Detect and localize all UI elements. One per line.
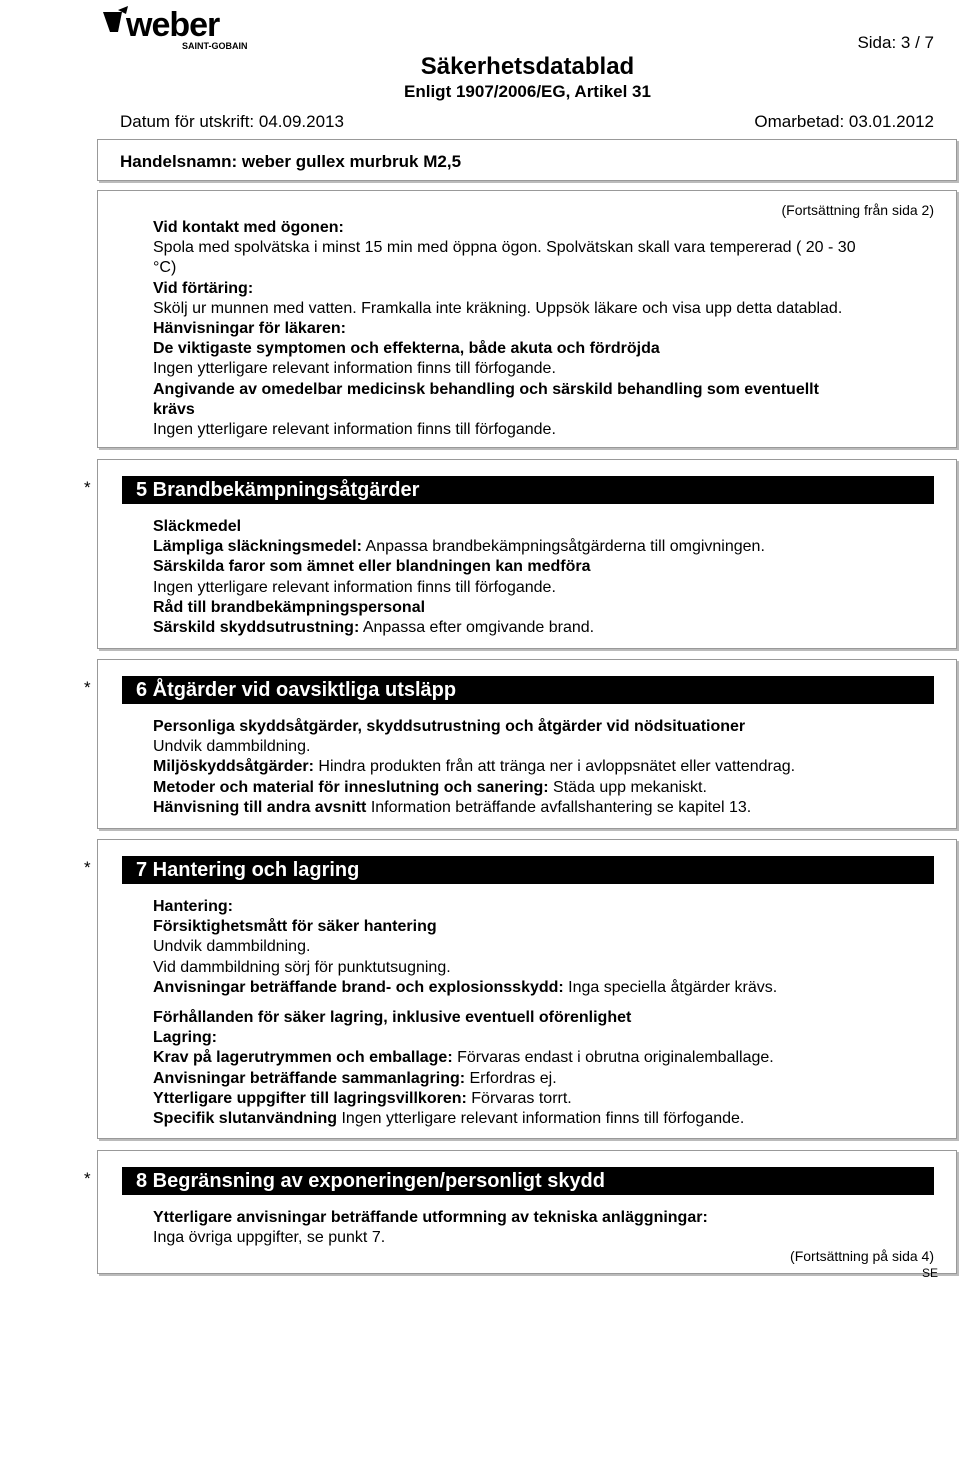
safe-handling-text-2: Vid dammbildning sörj för punktutsugning.: [153, 958, 451, 976]
handling-heading: Hantering:: [153, 898, 233, 915]
logo-sub-text: SAINT-GOBAIN: [182, 41, 248, 51]
fire-explosion-line: Anvisningar beträffande brand- och explosionsskydd: Inga speciella åtgärder krävs.: [153, 978, 778, 996]
technical-facilities-text: Inga övriga uppgifter, se punkt 7.: [153, 1229, 386, 1247]
ingestion-heading: Vid förtäring:: [153, 279, 254, 297]
treatment-heading-cont: krävs: [153, 400, 195, 418]
section-6-content: [153, 717, 938, 818]
eye-contact-heading: Vid kontakt med ögonen:: [153, 219, 344, 236]
physician-notes-heading: Hänvisningar för läkaren:: [153, 320, 346, 338]
protective-equipment-line: Särskild skyddsutrustning: Anpassa efter omgivande brand.: [153, 619, 595, 637]
continued-from-note: (Fortsättning från sida 2): [781, 202, 934, 218]
section-6-revision-mark: *: [84, 678, 91, 697]
section-4-content: [153, 218, 938, 440]
containment-methods-line: Metoder och material för inneslutning och sanering: Städa upp mekaniskt.: [153, 778, 707, 796]
storage-conditions-line: Ytterligare uppgifter till lagringsvillkoren: Förvaras torrt.: [153, 1089, 572, 1107]
language-code: SE: [921, 1266, 938, 1280]
revised-date: Omarbetad: 03.01.2012: [754, 112, 934, 131]
technical-facilities-heading: Ytterligare anvisningar beträffande utformning av tekniska anläggningar:: [153, 1209, 708, 1226]
logo-text: weber: [126, 6, 220, 44]
document-title: Säkerhetsdatablad: [420, 53, 635, 80]
trade-name: Handelsnamn: weber gullex murbruk M2,5: [120, 152, 462, 171]
storage-heading: Lagring:: [153, 1029, 217, 1047]
section-7-heading: 7 Hantering och lagring: [122, 856, 934, 884]
environmental-precautions-line: Miljöskyddsåtgärder: Hindra produkten från att tränga ner i avloppsnätet eller vattendrag.: [153, 758, 796, 776]
storage-requirements-line: Krav på lagerutrymmen och emballage: Förvaras endast i obrutna originalemballage.: [153, 1049, 774, 1067]
section-8-heading: 8 Begränsning av exponeringen/personligt skydd: [122, 1167, 934, 1195]
ingestion-text: Skölj ur munnen med vatten. Framkalla inte kräkning. Uppsök läkare och visa upp detta datablad.: [153, 299, 843, 317]
section-8-content: [153, 1208, 938, 1248]
other-sections-reference-line: Hänvisning till andra avsnitt Information beträffande avfallshantering se kapitel 13.: [153, 798, 752, 816]
firefighter-advice-heading: Råd till brandbekämpningspersonal: [153, 598, 426, 616]
section-6-heading: 6 Åtgärder vid oavsiktliga utsläpp: [122, 676, 934, 704]
section-7-content: [153, 897, 938, 1129]
symptoms-text: Ingen ytterligare relevant information finns till förfogande.: [153, 360, 556, 378]
special-hazards-heading: Särskilda faror som ämnet eller blandningen kan medföra: [153, 558, 591, 576]
section-5-revision-mark: *: [84, 478, 91, 497]
suitable-media-line: Lämpliga släckningsmedel: Anpassa brandbekämpningsåtgärderna till omgivningen.: [153, 538, 765, 556]
personal-precautions-heading: Personliga skyddsåtgärder, skyddsutrustning och åtgärder vid nödsituationer: [153, 718, 746, 735]
eye-contact-text: Spola med spolvätska i minst 15 min med öppna ögon. Spolvätskan skall vara tempererad ( 20 - 30: [153, 239, 856, 257]
safe-storage-heading: Förhållanden för säker lagring, inklusive eventuell oförenlighet: [153, 1009, 632, 1027]
weber-logo: [100, 6, 255, 52]
logo-mark-icon: [103, 6, 128, 32]
personal-precautions-text: Undvik dammbildning.: [153, 738, 311, 756]
document-subtitle: Enligt 1907/2006/EG, Artikel 31: [404, 82, 651, 101]
eye-contact-text-cont: °C): [153, 259, 177, 277]
treatment-text: Ingen ytterligare relevant information finns till förfogande.: [153, 421, 556, 439]
section-5-content: [153, 517, 938, 638]
print-date: Datum för utskrift: 04.09.2013: [120, 112, 344, 131]
section-5-heading: 5 Brandbekämpningsåtgärder: [122, 476, 934, 504]
joint-storage-line: Anvisningar beträffande sammanlagring: Erfordras ej.: [153, 1069, 557, 1087]
symptoms-heading: De viktigaste symptomen och effekterna, både akuta och fördröjda: [153, 340, 660, 358]
section-8-revision-mark: *: [84, 1169, 91, 1188]
treatment-heading: Angivande av omedelbar medicinsk behandling och särskild behandling som eventuellt: [153, 380, 819, 398]
specific-end-use-line: Specifik slutanvändning Ingen ytterligare relevant information finns till förfogande.: [153, 1110, 745, 1128]
special-hazards-text: Ingen ytterligare relevant information finns till förfogande.: [153, 578, 556, 596]
extinguishing-media-heading: Släckmedel: [153, 518, 242, 535]
section-7-revision-mark: *: [84, 858, 91, 877]
safe-handling-text-1: Undvik dammbildning.: [153, 938, 311, 956]
safe-handling-heading: Försiktighetsmått för säker hantering: [153, 918, 437, 936]
page-number: Sida: 3 / 7: [857, 33, 934, 52]
continued-to-note: (Fortsättning på sida 4): [790, 1248, 934, 1264]
